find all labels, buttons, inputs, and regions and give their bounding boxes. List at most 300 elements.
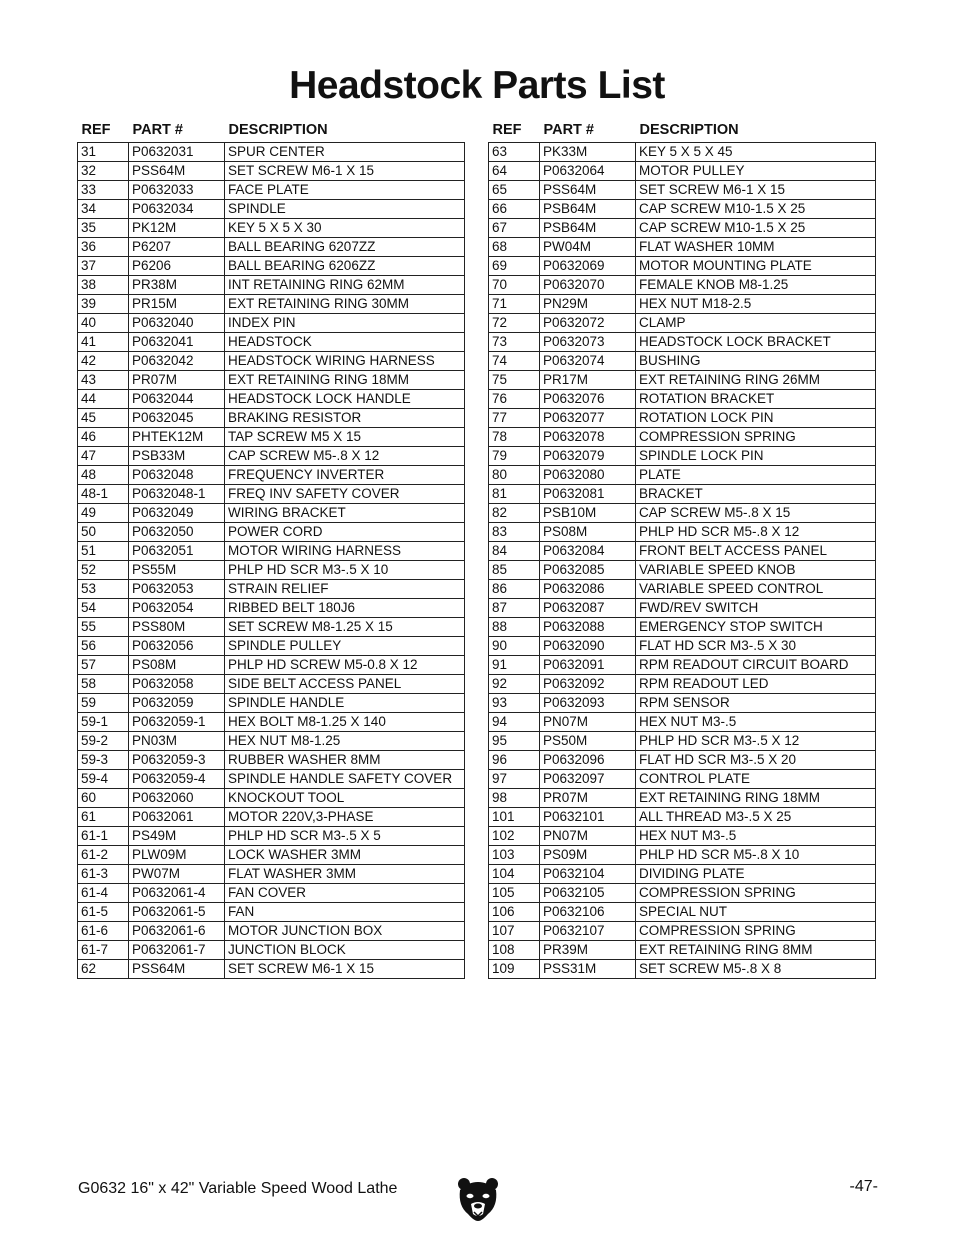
description-cell: EXT RETAINING RING 30MM bbox=[225, 295, 465, 314]
ref-cell: 53 bbox=[78, 580, 129, 599]
table-row bbox=[78, 390, 465, 409]
description-cell: PHLP HD SCR M3-.5 X 10 bbox=[225, 561, 465, 580]
ref-cell: 91 bbox=[489, 656, 540, 675]
ref-cell: 85 bbox=[489, 561, 540, 580]
table-row bbox=[489, 257, 876, 276]
description-cell: CLAMP bbox=[636, 314, 876, 333]
part-number-cell: PSB64M bbox=[540, 200, 636, 219]
part-number-cell: P0632061-6 bbox=[129, 922, 225, 941]
description-cell: POWER CORD bbox=[225, 523, 465, 542]
bear-head-icon bbox=[456, 1176, 500, 1222]
parts-table-left-body bbox=[78, 143, 465, 979]
part-number-cell: P0632059-4 bbox=[129, 770, 225, 789]
description-cell: SPINDLE LOCK PIN bbox=[636, 447, 876, 466]
description-cell: SPUR CENTER bbox=[225, 143, 465, 162]
table-row bbox=[489, 523, 876, 542]
description-cell: DIVIDING PLATE bbox=[636, 865, 876, 884]
ref-cell: 75 bbox=[489, 371, 540, 390]
ref-cell: 70 bbox=[489, 276, 540, 295]
part-number-cell: PSS64M bbox=[540, 181, 636, 200]
description-cell: ROTATION LOCK PIN bbox=[636, 409, 876, 428]
table-row bbox=[78, 523, 465, 542]
description-cell: COMPRESSION SPRING bbox=[636, 922, 876, 941]
ref-cell: 71 bbox=[489, 295, 540, 314]
part-number-cell: PK12M bbox=[129, 219, 225, 238]
part-number-cell: P0632064 bbox=[540, 162, 636, 181]
table-row bbox=[489, 751, 876, 770]
description-cell: RPM SENSOR bbox=[636, 694, 876, 713]
part-number-cell: PS08M bbox=[540, 523, 636, 542]
ref-cell: 96 bbox=[489, 751, 540, 770]
part-number-cell: P0632049 bbox=[129, 504, 225, 523]
table-row bbox=[78, 504, 465, 523]
ref-cell: 65 bbox=[489, 181, 540, 200]
description-cell: HEX NUT M3-.5 bbox=[636, 713, 876, 732]
description-cell: PHLP HD SCR M3-.5 X 5 bbox=[225, 827, 465, 846]
part-number-cell: PK33M bbox=[540, 143, 636, 162]
description-column-header: DESCRIPTION bbox=[228, 122, 328, 138]
ref-cell: 61-4 bbox=[78, 884, 129, 903]
table-row bbox=[78, 352, 465, 371]
ref-cell: 56 bbox=[78, 637, 129, 656]
description-cell: MOTOR MOUNTING PLATE bbox=[636, 257, 876, 276]
description-cell: FAN COVER bbox=[225, 884, 465, 903]
description-cell: SET SCREW M6-1 X 15 bbox=[225, 960, 465, 979]
ref-cell: 62 bbox=[78, 960, 129, 979]
description-cell: HEX NUT M18-2.5 bbox=[636, 295, 876, 314]
description-cell: ROTATION BRACKET bbox=[636, 390, 876, 409]
part-number-cell: PSB10M bbox=[540, 504, 636, 523]
table-row bbox=[489, 162, 876, 181]
table-row bbox=[489, 884, 876, 903]
ref-cell: 72 bbox=[489, 314, 540, 333]
ref-cell: 81 bbox=[489, 485, 540, 504]
part-number-cell: PSB64M bbox=[540, 219, 636, 238]
description-cell: PHLP HD SCR M5-.8 X 12 bbox=[636, 523, 876, 542]
part-number-cell: P0632081 bbox=[540, 485, 636, 504]
table-row bbox=[489, 694, 876, 713]
description-cell: SPECIAL NUT bbox=[636, 903, 876, 922]
table-row bbox=[78, 561, 465, 580]
description-cell: CONTROL PLATE bbox=[636, 770, 876, 789]
table-row bbox=[489, 314, 876, 333]
table-row bbox=[489, 656, 876, 675]
part-number-cell: PN07M bbox=[540, 827, 636, 846]
table-row bbox=[78, 580, 465, 599]
part-number-cell: P0632079 bbox=[540, 447, 636, 466]
ref-cell: 92 bbox=[489, 675, 540, 694]
description-cell: PHLP HD SCREW M5-0.8 X 12 bbox=[225, 656, 465, 675]
description-cell: PHLP HD SCR M5-.8 X 10 bbox=[636, 846, 876, 865]
table-row bbox=[489, 409, 876, 428]
part-number-cell: PSS80M bbox=[129, 618, 225, 637]
part-number-cell: PSS31M bbox=[540, 960, 636, 979]
description-column-header: DESCRIPTION bbox=[639, 122, 739, 138]
ref-cell: 80 bbox=[489, 466, 540, 485]
part-column-header: PART # bbox=[543, 122, 594, 138]
ref-cell: 93 bbox=[489, 694, 540, 713]
part-number-cell: P0632105 bbox=[540, 884, 636, 903]
table-row bbox=[78, 941, 465, 960]
ref-cell: 36 bbox=[78, 238, 129, 257]
ref-cell: 52 bbox=[78, 561, 129, 580]
table-row bbox=[489, 352, 876, 371]
part-number-cell: P0632076 bbox=[540, 390, 636, 409]
table-row bbox=[78, 447, 465, 466]
table-row bbox=[489, 637, 876, 656]
description-cell: PHLP HD SCR M3-.5 X 12 bbox=[636, 732, 876, 751]
description-cell: FREQ INV SAFETY COVER bbox=[225, 485, 465, 504]
table-row bbox=[489, 428, 876, 447]
part-number-cell: P0632042 bbox=[129, 352, 225, 371]
description-cell: FLAT HD SCR M3-.5 X 30 bbox=[636, 637, 876, 656]
ref-cell: 106 bbox=[489, 903, 540, 922]
ref-column-header: REF bbox=[81, 122, 111, 138]
table-row bbox=[78, 770, 465, 789]
description-cell: TAP SCREW M5 X 15 bbox=[225, 428, 465, 447]
part-number-cell: P0632051 bbox=[129, 542, 225, 561]
part-number-cell: P0632097 bbox=[540, 770, 636, 789]
description-cell: HEADSTOCK LOCK BRACKET bbox=[636, 333, 876, 352]
ref-cell: 61 bbox=[78, 808, 129, 827]
description-cell: SPINDLE HANDLE bbox=[225, 694, 465, 713]
part-number-cell: P0632101 bbox=[540, 808, 636, 827]
part-column-header: PART # bbox=[132, 122, 183, 138]
part-number-cell: P0632061-7 bbox=[129, 941, 225, 960]
description-cell: MOTOR PULLEY bbox=[636, 162, 876, 181]
ref-cell: 109 bbox=[489, 960, 540, 979]
table-row bbox=[489, 922, 876, 941]
ref-cell: 45 bbox=[78, 409, 129, 428]
ref-cell: 66 bbox=[489, 200, 540, 219]
description-cell: LOCK WASHER 3MM bbox=[225, 846, 465, 865]
footer-model-title: G0632 16" x 42" Variable Speed Wood Lathe bbox=[78, 1180, 398, 1197]
part-number-cell: P0632087 bbox=[540, 599, 636, 618]
table-row bbox=[78, 713, 465, 732]
ref-cell: 108 bbox=[489, 941, 540, 960]
ref-cell: 31 bbox=[78, 143, 129, 162]
table-row bbox=[78, 409, 465, 428]
description-cell: MOTOR JUNCTION BOX bbox=[225, 922, 465, 941]
description-cell: HEADSTOCK WIRING HARNESS bbox=[225, 352, 465, 371]
part-number-cell: PN07M bbox=[540, 713, 636, 732]
ref-column-header: REF bbox=[492, 122, 522, 138]
ref-cell: 104 bbox=[489, 865, 540, 884]
part-number-cell: PS08M bbox=[129, 656, 225, 675]
table-row bbox=[489, 675, 876, 694]
description-cell: HEX NUT M8-1.25 bbox=[225, 732, 465, 751]
part-number-cell: P0632048-1 bbox=[129, 485, 225, 504]
part-number-cell: PR38M bbox=[129, 276, 225, 295]
part-number-cell: P0632107 bbox=[540, 922, 636, 941]
description-cell: RPM READOUT CIRCUIT BOARD bbox=[636, 656, 876, 675]
ref-cell: 59-1 bbox=[78, 713, 129, 732]
description-cell: SPINDLE HANDLE SAFETY COVER bbox=[225, 770, 465, 789]
ref-cell: 79 bbox=[489, 447, 540, 466]
part-number-cell: P0632054 bbox=[129, 599, 225, 618]
description-cell: INDEX PIN bbox=[225, 314, 465, 333]
part-number-cell: P0632048 bbox=[129, 466, 225, 485]
description-cell: SET SCREW M6-1 X 15 bbox=[636, 181, 876, 200]
part-number-cell: PSS64M bbox=[129, 960, 225, 979]
ref-cell: 54 bbox=[78, 599, 129, 618]
part-number-cell: P0632096 bbox=[540, 751, 636, 770]
description-cell: CAP SCREW M10-1.5 X 25 bbox=[636, 219, 876, 238]
description-cell: SPINDLE PULLEY bbox=[225, 637, 465, 656]
ref-cell: 37 bbox=[78, 257, 129, 276]
part-number-cell: P0632077 bbox=[540, 409, 636, 428]
table-row bbox=[489, 789, 876, 808]
part-number-cell: P0632088 bbox=[540, 618, 636, 637]
description-cell: CAP SCREW M5-.8 X 15 bbox=[636, 504, 876, 523]
part-number-cell: P0632092 bbox=[540, 675, 636, 694]
ref-cell: 51 bbox=[78, 542, 129, 561]
ref-cell: 33 bbox=[78, 181, 129, 200]
table-row bbox=[78, 789, 465, 808]
description-cell: BRACKET bbox=[636, 485, 876, 504]
table-row bbox=[78, 428, 465, 447]
description-cell: VARIABLE SPEED KNOB bbox=[636, 561, 876, 580]
ref-cell: 87 bbox=[489, 599, 540, 618]
part-number-cell: P0632056 bbox=[129, 637, 225, 656]
ref-cell: 61-6 bbox=[78, 922, 129, 941]
table-row bbox=[78, 219, 465, 238]
ref-cell: 61-5 bbox=[78, 903, 129, 922]
part-number-cell: P6206 bbox=[129, 257, 225, 276]
part-number-cell: P0632074 bbox=[540, 352, 636, 371]
ref-cell: 90 bbox=[489, 637, 540, 656]
part-number-cell: P0632060 bbox=[129, 789, 225, 808]
table-row bbox=[78, 922, 465, 941]
part-number-cell: P0632059-3 bbox=[129, 751, 225, 770]
part-number-cell: PR17M bbox=[540, 371, 636, 390]
part-number-cell: PSS64M bbox=[129, 162, 225, 181]
description-cell: WIRING BRACKET bbox=[225, 504, 465, 523]
table-row bbox=[489, 181, 876, 200]
table-row bbox=[78, 618, 465, 637]
description-cell: HEADSTOCK bbox=[225, 333, 465, 352]
table-row bbox=[78, 295, 465, 314]
ref-cell: 55 bbox=[78, 618, 129, 637]
table-row bbox=[489, 960, 876, 979]
part-number-cell: PSB33M bbox=[129, 447, 225, 466]
part-number-cell: P0632059 bbox=[129, 694, 225, 713]
description-cell: SET SCREW M6-1 X 15 bbox=[225, 162, 465, 181]
ref-cell: 105 bbox=[489, 884, 540, 903]
part-number-cell: P0632104 bbox=[540, 865, 636, 884]
table-row bbox=[78, 485, 465, 504]
table-row bbox=[489, 865, 876, 884]
description-cell: FAN bbox=[225, 903, 465, 922]
table-row bbox=[78, 143, 465, 162]
table-row bbox=[78, 675, 465, 694]
table-row bbox=[78, 846, 465, 865]
table-row bbox=[489, 542, 876, 561]
ref-cell: 59-3 bbox=[78, 751, 129, 770]
ref-cell: 107 bbox=[489, 922, 540, 941]
table-row bbox=[489, 200, 876, 219]
description-cell: BALL BEARING 6207ZZ bbox=[225, 238, 465, 257]
ref-cell: 82 bbox=[489, 504, 540, 523]
table-row bbox=[78, 637, 465, 656]
description-cell: INT RETAINING RING 62MM bbox=[225, 276, 465, 295]
description-cell: FRONT BELT ACCESS PANEL bbox=[636, 542, 876, 561]
description-cell: VARIABLE SPEED CONTROL bbox=[636, 580, 876, 599]
table-row bbox=[489, 276, 876, 295]
part-number-cell: PN03M bbox=[129, 732, 225, 751]
ref-cell: 34 bbox=[78, 200, 129, 219]
part-number-cell: P0632061 bbox=[129, 808, 225, 827]
part-number-cell: P0632086 bbox=[540, 580, 636, 599]
table-row bbox=[489, 808, 876, 827]
part-number-cell: P0632053 bbox=[129, 580, 225, 599]
table-row bbox=[489, 390, 876, 409]
part-number-cell: P0632078 bbox=[540, 428, 636, 447]
ref-cell: 77 bbox=[489, 409, 540, 428]
part-number-cell: P0632031 bbox=[129, 143, 225, 162]
table-row bbox=[78, 162, 465, 181]
ref-cell: 46 bbox=[78, 428, 129, 447]
description-cell: STRAIN RELIEF bbox=[225, 580, 465, 599]
ref-cell: 74 bbox=[489, 352, 540, 371]
ref-cell: 47 bbox=[78, 447, 129, 466]
part-number-cell: P0632090 bbox=[540, 637, 636, 656]
part-number-cell: PW04M bbox=[540, 238, 636, 257]
description-cell: COMPRESSION SPRING bbox=[636, 428, 876, 447]
description-cell: EMERGENCY STOP SWITCH bbox=[636, 618, 876, 637]
part-number-cell: P0632093 bbox=[540, 694, 636, 713]
parts-table-left bbox=[77, 118, 465, 979]
ref-cell: 32 bbox=[78, 162, 129, 181]
table-row bbox=[489, 371, 876, 390]
description-cell: RPM READOUT LED bbox=[636, 675, 876, 694]
parts-table-right bbox=[488, 118, 876, 979]
part-number-cell: PS09M bbox=[540, 846, 636, 865]
ref-cell: 59-4 bbox=[78, 770, 129, 789]
part-number-cell: PN29M bbox=[540, 295, 636, 314]
ref-cell: 95 bbox=[489, 732, 540, 751]
table-row bbox=[78, 200, 465, 219]
part-number-cell: PR07M bbox=[540, 789, 636, 808]
ref-cell: 67 bbox=[489, 219, 540, 238]
description-cell: SET SCREW M5-.8 X 8 bbox=[636, 960, 876, 979]
ref-cell: 63 bbox=[489, 143, 540, 162]
part-number-cell: PR15M bbox=[129, 295, 225, 314]
ref-cell: 88 bbox=[489, 618, 540, 637]
description-cell: RUBBER WASHER 8MM bbox=[225, 751, 465, 770]
table-row bbox=[489, 580, 876, 599]
table-row bbox=[489, 599, 876, 618]
parts-table-right-body bbox=[489, 143, 876, 979]
description-cell: FLAT WASHER 10MM bbox=[636, 238, 876, 257]
ref-cell: 58 bbox=[78, 675, 129, 694]
table-row bbox=[78, 333, 465, 352]
table-row bbox=[489, 846, 876, 865]
table-row bbox=[78, 808, 465, 827]
description-cell: EXT RETAINING RING 8MM bbox=[636, 941, 876, 960]
table-row bbox=[78, 466, 465, 485]
ref-cell: 61-7 bbox=[78, 941, 129, 960]
ref-cell: 73 bbox=[489, 333, 540, 352]
ref-cell: 97 bbox=[489, 770, 540, 789]
part-number-cell: P0632058 bbox=[129, 675, 225, 694]
ref-cell: 49 bbox=[78, 504, 129, 523]
table-row bbox=[489, 713, 876, 732]
description-cell: EXT RETAINING RING 26MM bbox=[636, 371, 876, 390]
description-cell: KEY 5 X 5 X 45 bbox=[636, 143, 876, 162]
description-cell: FLAT HD SCR M3-.5 X 20 bbox=[636, 751, 876, 770]
table-row bbox=[78, 694, 465, 713]
ref-cell: 59 bbox=[78, 694, 129, 713]
table-row bbox=[78, 960, 465, 979]
part-number-cell: P0632091 bbox=[540, 656, 636, 675]
description-cell: FACE PLATE bbox=[225, 181, 465, 200]
description-cell: CAP SCREW M10-1.5 X 25 bbox=[636, 200, 876, 219]
description-cell: MOTOR 220V,3-PHASE bbox=[225, 808, 465, 827]
ref-cell: 50 bbox=[78, 523, 129, 542]
table-row bbox=[78, 865, 465, 884]
description-cell: EXT RETAINING RING 18MM bbox=[636, 789, 876, 808]
description-cell: SIDE BELT ACCESS PANEL bbox=[225, 675, 465, 694]
part-number-cell: P0632069 bbox=[540, 257, 636, 276]
description-cell: FREQUENCY INVERTER bbox=[225, 466, 465, 485]
part-number-cell: P0632050 bbox=[129, 523, 225, 542]
ref-cell: 42 bbox=[78, 352, 129, 371]
table-row bbox=[489, 466, 876, 485]
part-number-cell: P0632034 bbox=[129, 200, 225, 219]
table-row bbox=[489, 333, 876, 352]
part-number-cell: P0632041 bbox=[129, 333, 225, 352]
ref-cell: 57 bbox=[78, 656, 129, 675]
part-number-cell: PS50M bbox=[540, 732, 636, 751]
ref-cell: 76 bbox=[489, 390, 540, 409]
part-number-cell: P0632070 bbox=[540, 276, 636, 295]
ref-cell: 61-1 bbox=[78, 827, 129, 846]
ref-cell: 98 bbox=[489, 789, 540, 808]
ref-cell: 48-1 bbox=[78, 485, 129, 504]
ref-cell: 64 bbox=[489, 162, 540, 181]
description-cell: CAP SCREW M5-.8 X 12 bbox=[225, 447, 465, 466]
page-title: Headstock Parts List bbox=[289, 64, 665, 107]
table-row bbox=[78, 371, 465, 390]
part-number-cell: PS55M bbox=[129, 561, 225, 580]
part-number-cell: P0632106 bbox=[540, 903, 636, 922]
description-cell: COMPRESSION SPRING bbox=[636, 884, 876, 903]
table-row bbox=[78, 903, 465, 922]
description-cell: MOTOR WIRING HARNESS bbox=[225, 542, 465, 561]
ref-cell: 103 bbox=[489, 846, 540, 865]
table-row bbox=[78, 751, 465, 770]
description-cell: FLAT WASHER 3MM bbox=[225, 865, 465, 884]
description-cell: RIBBED BELT 180J6 bbox=[225, 599, 465, 618]
ref-cell: 44 bbox=[78, 390, 129, 409]
description-cell: HEX BOLT M8-1.25 X 140 bbox=[225, 713, 465, 732]
part-number-cell: PS49M bbox=[129, 827, 225, 846]
table-row bbox=[489, 485, 876, 504]
table-row bbox=[489, 238, 876, 257]
ref-cell: 102 bbox=[489, 827, 540, 846]
part-number-cell: P0632073 bbox=[540, 333, 636, 352]
ref-cell: 68 bbox=[489, 238, 540, 257]
part-number-cell: PR07M bbox=[129, 371, 225, 390]
part-number-cell: P0632080 bbox=[540, 466, 636, 485]
ref-cell: 43 bbox=[78, 371, 129, 390]
table-row bbox=[489, 770, 876, 789]
part-number-cell: P0632033 bbox=[129, 181, 225, 200]
ref-cell: 84 bbox=[489, 542, 540, 561]
table-row bbox=[78, 238, 465, 257]
table-row bbox=[489, 732, 876, 751]
